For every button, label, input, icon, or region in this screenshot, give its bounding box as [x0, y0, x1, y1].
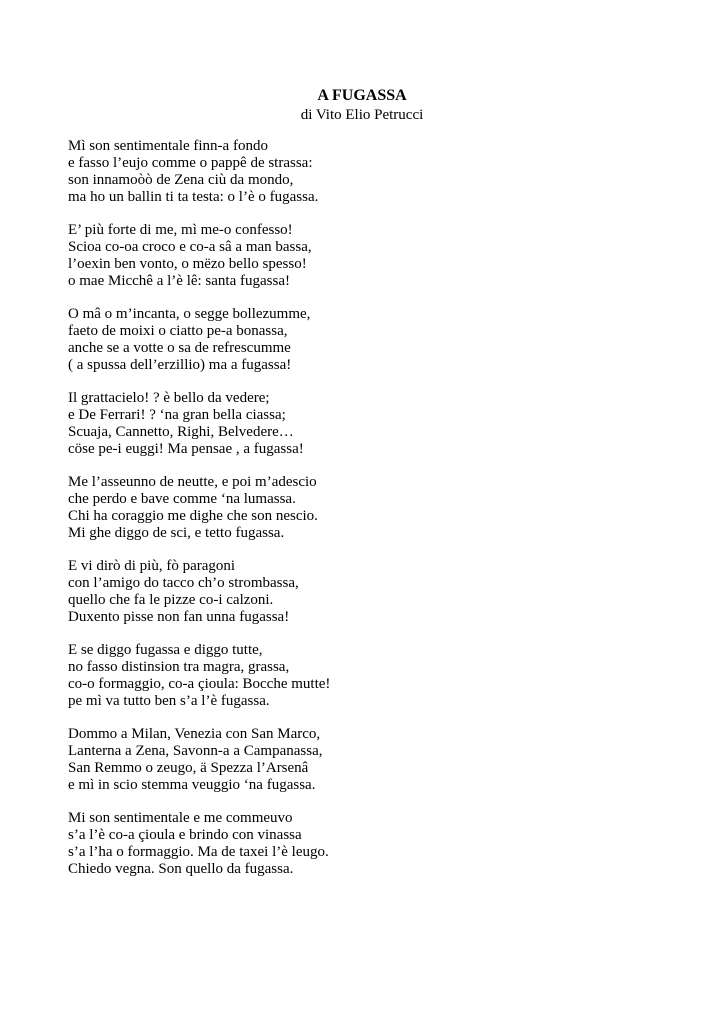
- poem-line: s’a l’è co-a çioula e brindo con vinassa: [68, 827, 302, 843]
- poem-author: di Vito Elio Petrucci: [300, 107, 424, 123]
- poem-line: l’oexin ben vonto, o mëzo bello spesso!: [68, 256, 307, 272]
- poem-line: O mâ o m’incanta, o segge bollezumme,: [68, 306, 311, 322]
- poem-body: [68, 138, 668, 894]
- poem-line: E se diggo fugassa e diggo tutte,: [68, 642, 263, 658]
- poem-line: Lanterna a Zena, Savonn-a a Campanassa,: [68, 743, 323, 759]
- poem-line: Il grattacielo! ? è bello da vedere;: [68, 390, 270, 406]
- poem-line: e De Ferrari! ? ‘na gran bella ciassa;: [68, 407, 286, 423]
- stanza: [68, 642, 668, 710]
- poem-line: Duxento pisse non fan unna fugassa!: [68, 609, 290, 625]
- poem-line: E vi dirò di più, fò paragoni: [68, 558, 236, 574]
- poem-line: quello che fa le pizze co-i calzoni.: [68, 592, 274, 608]
- poem-line: co-o formaggio, co-a çioula: Bocche mutte!: [68, 676, 331, 692]
- poem-line: Mì son sentimentale finn-a fondo: [68, 138, 268, 154]
- poem-line: Me l’asseunno de neutte, e poi m’adescio: [68, 474, 317, 490]
- poem-line: Dommo a Milan, Venezia con San Marco,: [68, 726, 321, 742]
- poem-line: son innamoòò de Zena ciù da mondo,: [68, 172, 294, 188]
- poem-line: anche se a votte o sa de refrescumme: [68, 340, 291, 356]
- stanza: [68, 390, 668, 458]
- poem-line: Mi ghe diggo de sci, e tetto fugassa.: [68, 525, 285, 541]
- stanza: [68, 726, 668, 794]
- poem-line: faeto de moixi o ciatto pe-a bonassa,: [68, 323, 288, 339]
- poem-line: pe mì va tutto ben s’a l’è fugassa.: [68, 693, 270, 709]
- poem-line: o mae Micchê a l’è lê: santa fugassa!: [68, 273, 290, 289]
- poem-line: cöse pe-i euggi! Ma pensae , a fugassa!: [68, 441, 304, 457]
- poem-line: con l’amigo do tacco ch’o strombassa,: [68, 575, 299, 591]
- poem-line: Chiedo vegna. Son quello da fugassa.: [68, 861, 294, 877]
- poem-line: Scuaja, Cannetto, Righi, Belvedere…: [68, 424, 294, 440]
- stanza: [68, 306, 668, 374]
- poem-line: che perdo e bave comme ‘na lumassa.: [68, 491, 296, 507]
- poem-line: Mi son sentimentale e me commeuvo: [68, 810, 293, 826]
- poem-title: A FUGASSA: [317, 87, 407, 104]
- poem-line: e fasso l’eujo comme o pappê de strassa:: [68, 155, 313, 171]
- poem-line: E’ più forte di me, mì me-o confesso!: [68, 222, 293, 238]
- poem-line: Scioa co-oa croco e co-a sâ a man bassa,: [68, 239, 312, 255]
- poem-line: Chi ha coraggio me dighe che son nescio.: [68, 508, 318, 524]
- poem-line: ( a spussa dell’erzillio) ma a fugassa!: [68, 357, 292, 373]
- poem-line: s’a l’ha o formaggio. Ma de taxei l’è leugo.: [68, 844, 329, 860]
- stanza: [68, 222, 668, 290]
- stanza: [68, 810, 668, 878]
- stanza: [68, 474, 668, 542]
- poem-line: no fasso distinsion tra magra, grassa,: [68, 659, 290, 675]
- poem-line: e mì in scio stemma veuggio ‘na fugassa.: [68, 777, 316, 793]
- poem-line: San Remmo o zeugo, ä Spezza l’Arsenâ: [68, 760, 309, 776]
- stanza: [68, 138, 668, 206]
- stanza: [68, 558, 668, 626]
- poem-line: ma ho un ballin ti ta testa: o l’è o fugassa.: [68, 189, 319, 205]
